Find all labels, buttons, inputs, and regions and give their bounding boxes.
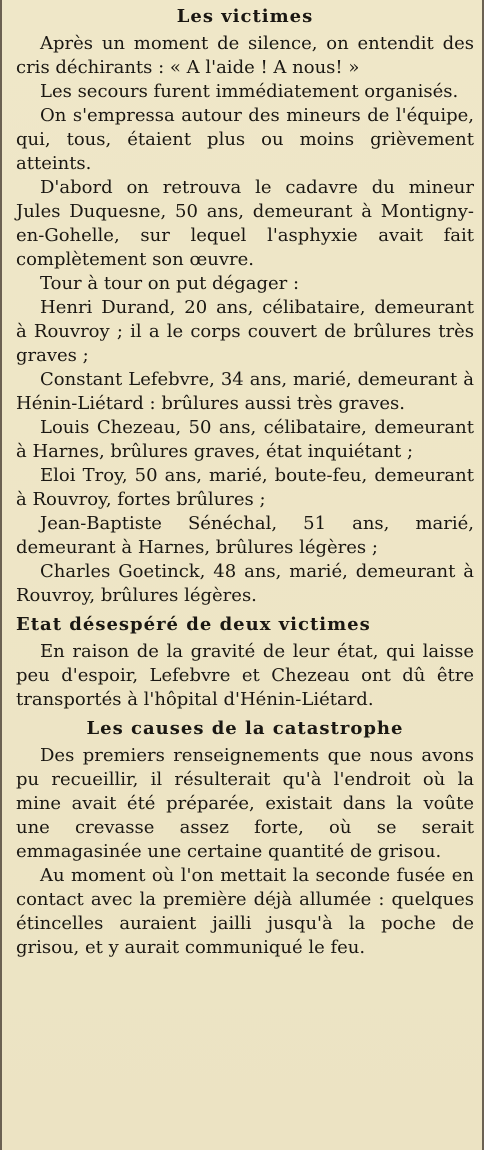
paragraph: Tour à tour on put dégager :: [40, 273, 300, 294]
paragraph: Les secours furent immédiatement organisés.: [40, 81, 459, 102]
victim-entry: Louis Chezeau, 50 ans, célibataire, demeurant à Harnes, brûlures graves, état inquiétant ;: [16, 417, 474, 462]
victim-entry: Eloi Troy, 50 ans, marié, boute-feu, demeurant à Rouvroy, fortes brûlures ;: [16, 465, 474, 510]
article-column: [16, 4, 474, 960]
paragraph: On s'empressa autour des mineurs de l'équipe, qui, tous, étaient plus ou moins grièvement atteints.: [16, 105, 474, 174]
section-heading-condition: Etat désespéré de deux victimes: [16, 614, 371, 635]
victim-entry: Jean-Baptiste Sénéchal, 51 ans, marié, demeurant à Harnes, brûlures légères ;: [16, 513, 474, 558]
paragraph: Des premiers renseignements que nous avons pu recueillir, il résulterait qu'à l'endroit où la mine avait été préparée, existait dans la voûte une crevasse assez forte, où se serait emmagasinée une certaine quantité de grisou.: [16, 745, 474, 862]
victim-entry: Constant Lefebvre, 34 ans, marié, demeurant à Hénin-Liétard : brûlures aussi très graves.: [16, 369, 474, 414]
paragraph: D'abord on retrouva le cadavre du mineur Jules Duquesne, 50 ans, demeurant à Montigny-en-Gohelle, sur lequel l'asphyxie avait fait complètement son œuvre.: [16, 177, 474, 270]
paragraph: Au moment où l'on mettait la seconde fusée en contact avec la première déjà allumée : quelques étincelles auraient jailli jusqu'à la poche de grisou, et y aurait communiqué le feu.: [16, 865, 474, 958]
victim-entry: Charles Goetinck, 48 ans, marié, demeurant à Rouvroy, brûlures légères.: [16, 561, 474, 606]
section-heading-victims: Les victimes: [176, 6, 314, 27]
section-heading-causes: Les causes de la catastrophe: [86, 718, 404, 739]
paragraph: En raison de la gravité de leur état, qui laisse peu d'espoir, Lefebvre et Chezeau ont dû être transportés à l'hôpital d'Hénin-Liétard.: [16, 641, 474, 710]
victim-entry: Henri Durand, 20 ans, célibataire, demeurant à Rouvroy ; il a le corps couvert de brûlures très graves ;: [16, 297, 474, 366]
paragraph: Après un moment de silence, on entendit des cris déchirants : « A l'aide ! A nous! »: [16, 33, 474, 78]
